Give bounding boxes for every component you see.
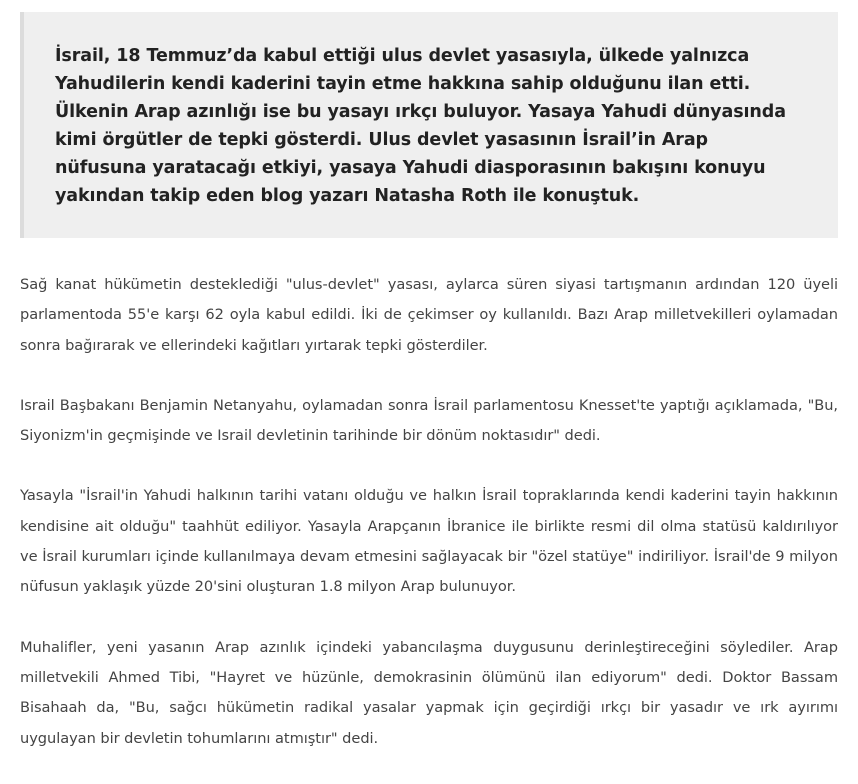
article-paragraph-1: Sağ kanat hükümetin desteklediği "ulus-devlet" yasası, aylarca süren siyasi tartışmanın ardından 120 üyeli parlamentoda 55'e karşı 62 oyla kabul edildi. İki de çekimser oy kullanıldı. Bazı Arap milletvekilleri oylamadan sonra bağırarak ve ellerindeki kağıtları yırtarak tepki gösterdiler. bbox=[20, 276, 838, 354]
lead-summary-text: İsrail, 18 Temmuz’da kabul ettiği ulus devlet yasasıyla, ülkede yalnızca Yahudilerin kendi kaderini tayin etme hakkına sahip olduğunu ilan etti. Ülkenin Arap azınlığı ise bu yasayı ırkçı buluyor. Yasaya Yahudi dünyasında kimi örgütler de tepki gösterdi. Ulus devlet yasasının İsrail’in Arap nüfusuna yaratacağı etkiyi, yasaya Yahudi diasporasının bakışını konuyu yakından takip eden blog yazarı Natasha Roth ile konuştuk. bbox=[55, 46, 786, 206]
lead-summary-box bbox=[20, 12, 838, 238]
article-paragraph-2: Israil Başbakanı Benjamin Netanyahu, oylamadan sonra İsrail parlamentosu Knesset'te yaptığı açıklamada, "Bu, Siyonizm'in geçmişinde ve Israil devletinin tarihinde bir dönüm noktasıdır" dedi. bbox=[20, 396, 838, 445]
article-paragraph-3: Yasayla "İsrail'in Yahudi halkının tarihi vatanı olduğu ve halkın İsrail topraklarında kendi kaderini tayin hakkının kendisine ait olduğu" taahhüt ediliyor. Yasayla Arapçanın İbranice ile birlikte resmi dil olma statüsü kaldırılıyor ve İsrail kurumları içinde kullanılmaya devam etmesini sağlayacak bir "özel statüye" indiriliyor. İsrail'de 9 milyon nüfusun yaklaşık yüzde 20'sini oluşturan 1.8 milyon Arap bulunuyor. bbox=[20, 487, 838, 596]
article-paragraph-4: Muhalifler, yeni yasanın Arap azınlık içindeki yabancılaşma duygusunu derinleştireceğini söylediler. Arap milletvekili Ahmed Tibi, "Hayret ve hüzünle, demokrasinin ölümünü ilan ediyorum" dedi. Doktor Bassam Bisahaah da, "Bu, sağcı hükümetin radikal yasalar yapmak için geçirdiği ırkçı bir yasadır ve ırk ayırımı uygulayan bir devletin tohumlarını atmıştır" dedi. bbox=[20, 638, 838, 747]
article-body bbox=[20, 270, 838, 784]
